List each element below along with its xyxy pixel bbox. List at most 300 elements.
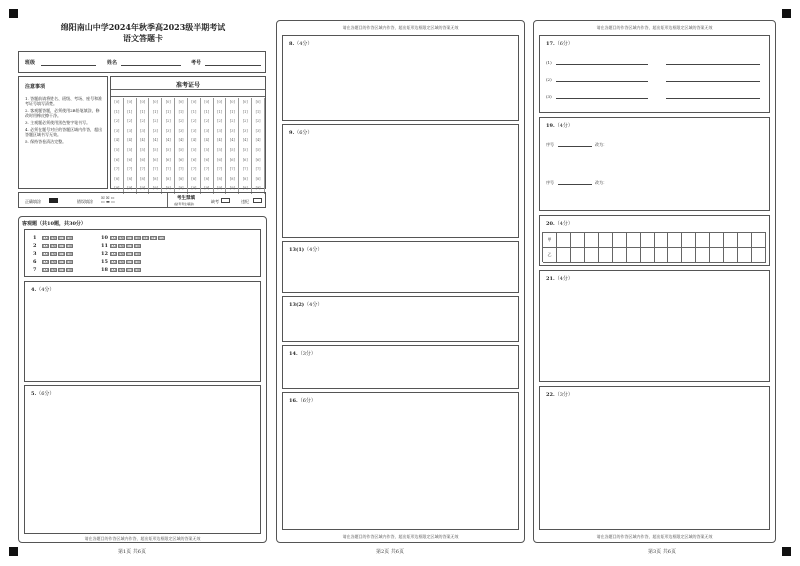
exam-id-digit-bubble[interactable]: [2] — [149, 117, 162, 127]
mc-question-row — [33, 266, 74, 273]
q17-number: 17. — [546, 41, 555, 47]
exam-id-digit-bubble[interactable]: [6] — [162, 156, 175, 166]
exam-id-digit-bubble[interactable]: [4] — [201, 136, 214, 146]
corner-marker-top-right — [782, 9, 791, 18]
mc-option-bubble[interactable]: [C] — [59, 259, 65, 264]
q19-line-1[interactable] — [558, 146, 592, 147]
q20-character-cell[interactable] — [641, 248, 655, 263]
exam-id-digit-bubble[interactable]: [1] — [226, 108, 239, 118]
violation-label: 违纪 — [241, 199, 249, 204]
q20-row-label[interactable]: 甲 — [543, 233, 557, 248]
mc-option-bubble[interactable]: [A] — [43, 235, 49, 240]
q19-line-2[interactable] — [558, 184, 592, 185]
exam-id-digit-bubble[interactable]: [3] — [226, 127, 239, 137]
exam-id-digit-bubble[interactable]: [5] — [162, 146, 175, 156]
q20-character-cell[interactable] — [710, 248, 724, 263]
mc-question-number: 2 — [33, 242, 37, 249]
exam-id-digit-bubble[interactable]: [9] — [201, 184, 214, 194]
page-number: 第2页 共6页 — [376, 549, 404, 555]
exam-id-digit-bubble[interactable]: [7] — [162, 165, 175, 175]
q17-1-line-a[interactable] — [556, 64, 648, 65]
exam-id-digit-bubble[interactable]: [0] — [162, 98, 175, 108]
exam-id-digit-column — [149, 98, 162, 194]
q20-character-cell[interactable] — [724, 233, 738, 248]
q20-character-cell[interactable] — [655, 248, 669, 263]
mc-option-bubble[interactable]: [E] — [143, 235, 149, 240]
mc-option-bubble[interactable]: [C] — [59, 243, 65, 248]
q9-number: 9. — [289, 130, 295, 136]
exam-id-digit-bubble[interactable]: [1] — [201, 108, 214, 118]
exam-id-digit-bubble[interactable]: [4] — [188, 136, 201, 146]
violation-checkbox[interactable] — [253, 198, 262, 203]
exam-id-digit-bubble[interactable]: [6] — [188, 156, 201, 166]
exam-id-digit-bubble[interactable]: [6] — [201, 156, 214, 166]
mc-question-row — [33, 250, 74, 257]
q16-score: （6分） — [297, 398, 316, 404]
exam-id-digit-bubble[interactable]: [5] — [175, 146, 188, 156]
exam-id-digit-bubble[interactable]: [6] — [137, 156, 150, 166]
q19-suffix: 改为： — [595, 142, 607, 147]
mc-question-row — [33, 242, 74, 249]
exam-id-digit-bubble[interactable]: [7] — [214, 165, 227, 175]
exam-id-digit-bubble[interactable]: [9] — [214, 184, 227, 194]
q20-character-cell[interactable] — [655, 233, 669, 248]
exam-id-digit-bubble[interactable]: [9] — [239, 184, 252, 194]
absent-section — [167, 193, 168, 207]
mc-question-number: 18 — [101, 266, 108, 273]
q17-3-line-b[interactable] — [666, 98, 760, 99]
name-label: 姓名 — [107, 60, 118, 66]
exam-id-digit-bubble[interactable]: [5] — [124, 146, 137, 156]
mc-option-bubble[interactable]: [B] — [119, 251, 125, 256]
exam-id-digit-bubble[interactable]: [1] — [239, 108, 252, 118]
exam-id-digit-bubble[interactable]: [5] — [111, 146, 124, 156]
notes-list — [25, 96, 103, 144]
exam-id-digit-bubble[interactable]: [1] — [188, 108, 201, 118]
q13b-answer-area[interactable] — [282, 296, 519, 342]
absent-subtitle: (缺考考生填涂) — [174, 202, 195, 206]
exam-id-digit-bubble[interactable]: [2] — [239, 117, 252, 127]
exam-id-digit-bubble[interactable]: [0] — [124, 98, 137, 108]
exam-id-digit-bubble[interactable]: [6] — [252, 156, 265, 166]
q13a-answer-area[interactable] — [282, 241, 519, 293]
exam-id-digit-bubble[interactable]: [9] — [149, 184, 162, 194]
q14-score: （3分） — [297, 351, 316, 357]
page-number: 第3页 共6页 — [648, 549, 676, 555]
exam-id-digit-column — [162, 98, 175, 194]
q20-character-cell[interactable] — [557, 248, 571, 263]
exam-id-digit-bubble[interactable]: [3] — [175, 127, 188, 137]
q17-1-line-b[interactable] — [666, 64, 760, 65]
exam-id-digit-bubble[interactable]: [2] — [201, 117, 214, 127]
exam-id-digit-bubble[interactable]: [3] — [214, 127, 227, 137]
q20-number: 20. — [546, 221, 555, 227]
mc-option-bubble[interactable]: [D] — [135, 243, 141, 248]
exam-id-digit-bubble[interactable]: [7] — [201, 165, 214, 175]
q17-2-line-b[interactable] — [666, 81, 760, 82]
q13b-label — [289, 301, 322, 308]
q20-character-cell[interactable] — [682, 248, 696, 263]
wrong-fill-marks: ☒ ☒ ▭ ▭ ▬ ▭ — [101, 195, 115, 204]
mc-option-bubble[interactable]: [A] — [111, 267, 117, 272]
q20-character-cell[interactable] — [682, 233, 696, 248]
q9-label — [289, 129, 312, 136]
q20-character-cell[interactable] — [585, 248, 599, 263]
mc-option-bubble[interactable]: [A] — [43, 243, 49, 248]
mc-option-bubble[interactable]: [B] — [51, 267, 57, 272]
mc-option-bubble[interactable]: [C] — [59, 235, 65, 240]
q20-character-cell[interactable] — [585, 233, 599, 248]
mc-option-bubble[interactable]: [C] — [59, 267, 65, 272]
exam-id-digit-bubble[interactable]: [2] — [214, 117, 227, 127]
q20-character-cell[interactable] — [668, 233, 682, 248]
q17-answer-area — [539, 35, 770, 113]
exam-id-digit-bubble[interactable]: [8] — [111, 175, 124, 185]
note-item: 1. 答题前请将姓名、班级、考场、座号和准考证号填写清楚。 — [25, 96, 103, 106]
mc-question-row — [33, 234, 74, 241]
mc-option-bubble[interactable]: [C] — [127, 243, 133, 248]
exam-id-digit-bubble[interactable]: [8] — [137, 175, 150, 185]
exam-id-digit-bubble[interactable]: [4] — [239, 136, 252, 146]
mc-question-number: 15 — [101, 258, 108, 265]
exam-id-digit-bubble[interactable]: [3] — [124, 127, 137, 137]
exam-id-digit-bubble[interactable]: [8] — [149, 175, 162, 185]
corner-marker-bottom-right — [782, 547, 791, 556]
exam-id-digit-bubble[interactable]: [3] — [201, 127, 214, 137]
exam-id-digit-bubble[interactable]: [8] — [226, 175, 239, 185]
mc-option-bubble[interactable]: [B] — [119, 235, 125, 240]
exam-id-digit-column — [201, 98, 214, 194]
mc-question-row — [33, 258, 74, 265]
q20-character-cell[interactable] — [641, 233, 655, 248]
q20-character-grid[interactable] — [542, 232, 766, 262]
mc-option-bubble[interactable]: [B] — [51, 251, 57, 256]
exam-id-digit-bubble[interactable]: [2] — [175, 117, 188, 127]
mc-option-bubble[interactable]: [D] — [135, 251, 141, 256]
exam-id-digit-bubble[interactable]: [2] — [188, 117, 201, 127]
mc-option-bubble[interactable]: [G] — [159, 235, 165, 240]
exam-id-digit-bubble[interactable]: [7] — [239, 165, 252, 175]
exam-id-digit-bubble[interactable]: [3] — [162, 127, 175, 137]
exam-id-digit-bubble[interactable]: [0] — [137, 98, 150, 108]
exam-id-digit-bubble[interactable]: [1] — [175, 108, 188, 118]
mc-option-bubble[interactable]: [D] — [135, 259, 141, 264]
exam-id-digit-bubble[interactable]: [1] — [214, 108, 227, 118]
mc-option-bubble[interactable]: [D] — [67, 251, 73, 256]
exam-id-digit-column — [111, 98, 124, 194]
exam-id-digit-bubble[interactable]: [3] — [137, 127, 150, 137]
mc-option-bubble[interactable]: [C] — [127, 267, 133, 272]
mc-option-bubble[interactable]: [D] — [67, 267, 73, 272]
exam-id-digit-bubble[interactable]: [7] — [188, 165, 201, 175]
exam-id-digit-bubble[interactable]: [2] — [162, 117, 175, 127]
mc-option-bubble[interactable]: [B] — [51, 259, 57, 264]
page-number: 第1页 共6页 — [118, 549, 146, 555]
exam-id-digit-bubble[interactable]: [5] — [226, 146, 239, 156]
exam-id-digit-bubble[interactable]: [2] — [226, 117, 239, 127]
mc-option-bubble[interactable]: [D] — [67, 259, 73, 264]
exam-id-digit-bubble[interactable]: [5] — [201, 146, 214, 156]
footer-note: 请在各题目的作答区域内作答，超出矩形边框限定区域的答案无效 — [596, 534, 713, 539]
exam-id-digit-bubble[interactable]: [4] — [214, 136, 227, 146]
q14-answer-area[interactable] — [282, 345, 519, 389]
exam-id-digit-bubble[interactable]: [8] — [162, 175, 175, 185]
mc-question-row — [101, 266, 142, 273]
q5-label — [31, 390, 54, 397]
exam-id-digit-bubble[interactable]: [2] — [252, 117, 265, 127]
exam-id-digit-bubble[interactable]: [7] — [175, 165, 188, 175]
mc-option-bubble[interactable]: [D] — [67, 235, 73, 240]
q8-answer-area[interactable] — [282, 35, 519, 121]
exam-id-digit-bubble[interactable]: [0] — [201, 98, 214, 108]
q14-label — [289, 350, 316, 357]
exam-id-digit-bubble[interactable]: [0] — [188, 98, 201, 108]
exam-id-digit-bubble[interactable]: [4] — [175, 136, 188, 146]
absent-title: 考生禁填 — [177, 196, 195, 201]
note-item: 3. 主观题必须使用黑色签字笔书写。 — [25, 120, 91, 125]
class-field[interactable] — [41, 65, 96, 66]
exam-id-digit-bubble[interactable]: [6] — [124, 156, 137, 166]
mc-option-bubble[interactable]: [D] — [135, 267, 141, 272]
q20-character-cell[interactable] — [599, 233, 613, 248]
correct-fill-label: 正确填涂 — [25, 199, 41, 204]
q19-label — [546, 122, 573, 129]
exam-id-digit-bubble[interactable]: [4] — [162, 136, 175, 146]
exam-id-digit-column — [214, 98, 227, 194]
exam-id-digit-bubble[interactable]: [7] — [226, 165, 239, 175]
exam-id-digit-bubble[interactable]: [8] — [201, 175, 214, 185]
exam-id-digit-bubble[interactable]: [1] — [252, 108, 265, 118]
exam-id-digit-bubble[interactable]: [2] — [137, 117, 150, 127]
mc-option-bubble[interactable]: [B] — [119, 259, 125, 264]
mc-option-bubble[interactable]: [B] — [51, 243, 57, 248]
exam-id-digit-bubble[interactable]: [3] — [239, 127, 252, 137]
student-info-box — [18, 51, 266, 73]
q20-character-cell[interactable] — [738, 233, 752, 248]
q19-suffix: 改为： — [595, 180, 607, 185]
q20-row-label[interactable]: 乙 — [543, 248, 557, 263]
q20-character-cell[interactable] — [696, 248, 710, 263]
q17-label — [546, 40, 573, 47]
q20-character-cell[interactable] — [696, 233, 710, 248]
exam-id-digit-bubble[interactable]: [8] — [188, 175, 201, 185]
header-note: 请在各题目的作答区域内作答，超出矩形边框限定区域的答案无效 — [342, 25, 459, 30]
mc-option-bubble[interactable]: [B] — [51, 235, 57, 240]
absent-checkbox[interactable] — [221, 198, 230, 203]
exam-id-box — [110, 76, 266, 189]
exam-id-digit-bubble[interactable]: [9] — [111, 184, 124, 194]
exam-id-digit-bubble[interactable]: [9] — [226, 184, 239, 194]
exam-id-digit-bubble[interactable]: [4] — [226, 136, 239, 146]
exam-id-entry-row[interactable] — [111, 89, 265, 97]
q22-answer-area[interactable] — [539, 386, 770, 530]
exam-id-digit-bubble[interactable]: [8] — [124, 175, 137, 185]
exam-id-digit-bubble[interactable]: [0] — [111, 98, 124, 108]
exam-id-digit-bubble[interactable]: [4] — [149, 136, 162, 146]
exam-id-digit-bubble[interactable]: [4] — [111, 136, 124, 146]
exam-id-digit-bubble[interactable]: [3] — [149, 127, 162, 137]
q5-answer-area[interactable] — [24, 385, 261, 534]
exam-id-digit-column — [226, 98, 239, 194]
q16-label — [289, 397, 316, 404]
mc-option-bubble[interactable]: [A] — [43, 259, 49, 264]
q16-answer-area[interactable] — [282, 392, 519, 530]
exam-id-digit-column — [175, 98, 188, 194]
exam-id-digit-bubble[interactable]: [8] — [239, 175, 252, 185]
exam-id-digit-column — [137, 98, 150, 194]
q5-number: 5. — [31, 391, 37, 397]
exam-id-digit-bubble[interactable]: [9] — [252, 184, 265, 194]
exam-id-digit-bubble[interactable]: [8] — [252, 175, 265, 185]
mc-option-bubble[interactable]: [C] — [59, 251, 65, 256]
exam-id-digit-column — [252, 98, 265, 194]
q17-3-line-a[interactable] — [556, 98, 648, 99]
exam-id-digit-bubble[interactable]: [1] — [111, 108, 124, 118]
exam-id-digit-bubble[interactable]: [4] — [124, 136, 137, 146]
mc-option-bubble[interactable]: [A] — [111, 243, 117, 248]
exam-id-digit-bubble[interactable]: [5] — [239, 146, 252, 156]
exam-id-digit-bubble[interactable]: [5] — [149, 146, 162, 156]
q21-number: 21. — [546, 276, 555, 282]
exam-id-digit-bubble[interactable]: [6] — [111, 156, 124, 166]
q20-character-cell[interactable] — [724, 248, 738, 263]
q20-character-cell[interactable] — [571, 233, 585, 248]
exam-id-digit-bubble[interactable]: [3] — [188, 127, 201, 137]
q4-answer-area[interactable] — [24, 281, 261, 382]
q20-character-cell[interactable] — [627, 233, 641, 248]
exam-id-digit-bubble[interactable]: [1] — [162, 108, 175, 118]
exam-id-digit-bubble[interactable]: [7] — [149, 165, 162, 175]
q20-character-cell[interactable] — [668, 248, 682, 263]
footer-note: 请在各题目的作答区域内作答，超出矩形边框限定区域的答案无效 — [342, 534, 459, 539]
q20-character-cell[interactable] — [752, 248, 766, 263]
mc-option-bubble[interactable]: [B] — [119, 243, 125, 248]
mc-question-number: 6 — [33, 258, 37, 265]
q20-character-cell[interactable] — [738, 248, 752, 263]
exam-id-digit-column — [239, 98, 252, 194]
exam-id-digit-bubble[interactable]: [6] — [175, 156, 188, 166]
exam-id-digit-bubble[interactable]: [3] — [111, 127, 124, 137]
q20-character-cell[interactable] — [613, 233, 627, 248]
exam-id-digit-bubble[interactable]: [5] — [137, 146, 150, 156]
fill-example-box — [18, 192, 266, 208]
exam-id-title: 准考证号 — [175, 82, 200, 89]
mc-option-bubble[interactable]: [D] — [135, 235, 141, 240]
q9-answer-area[interactable] — [282, 124, 519, 238]
exam-id-digit-bubble[interactable]: [8] — [214, 175, 227, 185]
exam-id-digit-bubble[interactable]: [1] — [137, 108, 150, 118]
mc-option-bubble[interactable]: [A] — [111, 259, 117, 264]
header-note: 请在各题目的作答区域内作答，超出矩形边框限定区域的答案无效 — [596, 25, 713, 30]
name-field[interactable] — [121, 65, 181, 66]
q21-answer-area[interactable] — [539, 270, 770, 382]
note-item: 2. 客观题答题，必须使用2B铅笔填涂，修改时用橡皮擦干净。 — [25, 108, 100, 118]
q20-answer-area — [539, 215, 770, 266]
q13b-score: （4分） — [304, 302, 323, 308]
seat-field[interactable] — [205, 65, 261, 66]
mc-option-bubble[interactable]: [A] — [111, 235, 117, 240]
q17-item-label: (2) — [546, 77, 552, 82]
exam-id-digit-bubble[interactable]: [6] — [226, 156, 239, 166]
mc-option-bubble[interactable]: [A] — [43, 267, 49, 272]
exam-id-digit-bubble[interactable]: [7] — [252, 165, 265, 175]
q17-2-line-a[interactable] — [556, 81, 648, 82]
objective-title: 客观题（共10题，共30分） — [22, 221, 86, 227]
exam-id-digit-bubble[interactable]: [0] — [149, 98, 162, 108]
q4-label — [31, 286, 54, 293]
q20-character-cell[interactable] — [627, 248, 641, 263]
exam-id-digit-bubble[interactable]: [9] — [124, 184, 137, 194]
exam-id-digit-bubble[interactable]: [0] — [252, 98, 265, 108]
q16-number: 16. — [289, 398, 298, 404]
exam-id-digit-bubble[interactable]: [6] — [239, 156, 252, 166]
q20-character-cell[interactable] — [710, 233, 724, 248]
exam-id-digit-bubble[interactable]: [7] — [137, 165, 150, 175]
exam-id-digit-bubble[interactable]: [7] — [111, 165, 124, 175]
exam-id-digit-bubble[interactable]: [6] — [214, 156, 227, 166]
exam-id-digit-bubble[interactable]: [1] — [124, 108, 137, 118]
exam-id-digit-bubble[interactable]: [9] — [162, 184, 175, 194]
exam-id-digit-bubble[interactable]: [0] — [226, 98, 239, 108]
exam-id-digit-bubble[interactable]: [9] — [175, 184, 188, 194]
mc-question-number: 11 — [101, 242, 108, 249]
q19-prefix: 序号 — [546, 142, 554, 147]
exam-id-digit-bubble[interactable]: [6] — [149, 156, 162, 166]
exam-id-digit-bubble[interactable]: [4] — [252, 136, 265, 146]
q8-score: （4分） — [294, 41, 313, 47]
q20-character-cell[interactable] — [571, 248, 585, 263]
exam-id-digit-bubble[interactable]: [0] — [175, 98, 188, 108]
mc-option-bubble[interactable]: [A] — [111, 251, 117, 256]
q20-character-cell[interactable] — [557, 233, 571, 248]
exam-id-digit-bubble[interactable]: [3] — [252, 127, 265, 137]
exam-id-digit-bubble[interactable]: [1] — [149, 108, 162, 118]
exam-id-digit-bubble[interactable]: [8] — [175, 175, 188, 185]
mc-option-bubble[interactable]: [C] — [127, 251, 133, 256]
q20-character-cell[interactable] — [613, 248, 627, 263]
mc-question-number: 12 — [101, 250, 108, 257]
mc-option-bubble[interactable]: [D] — [67, 243, 73, 248]
exam-id-digit-bubble[interactable]: [9] — [188, 184, 201, 194]
exam-id-digit-bubble[interactable]: [2] — [124, 117, 137, 127]
class-label: 班级 — [25, 60, 36, 66]
exam-id-digit-bubble[interactable]: [9] — [137, 184, 150, 194]
q20-character-cell[interactable] — [599, 248, 613, 263]
exam-id-digit-bubble[interactable]: [0] — [239, 98, 252, 108]
mc-option-bubble[interactable]: [B] — [119, 267, 125, 272]
page-2 — [276, 20, 525, 543]
q20-character-cell[interactable] — [752, 233, 766, 248]
mc-question-number: 7 — [33, 266, 37, 273]
exam-id-digit-bubble[interactable]: [5] — [252, 146, 265, 156]
exam-id-digit-bubble[interactable]: [5] — [188, 146, 201, 156]
q8-label — [289, 40, 312, 47]
exam-id-digit-bubble[interactable]: [7] — [124, 165, 137, 175]
exam-id-digit-bubble[interactable]: [2] — [111, 117, 124, 127]
correct-fill-mark — [49, 198, 58, 203]
exam-id-digit-bubble[interactable]: [5] — [214, 146, 227, 156]
exam-id-grid[interactable] — [111, 98, 265, 189]
q17-item-label: (1) — [546, 60, 552, 65]
mc-option-bubble[interactable]: [A] — [43, 251, 49, 256]
exam-id-digit-bubble[interactable]: [0] — [214, 98, 227, 108]
q19-score: （4分） — [554, 123, 573, 129]
page-3 — [533, 20, 776, 543]
mc-option-bubble[interactable]: [C] — [127, 235, 133, 240]
mc-option-bubble[interactable]: [C] — [127, 259, 133, 264]
mc-option-bubble[interactable]: [F] — [151, 235, 156, 240]
exam-id-digit-bubble[interactable]: [4] — [137, 136, 150, 146]
